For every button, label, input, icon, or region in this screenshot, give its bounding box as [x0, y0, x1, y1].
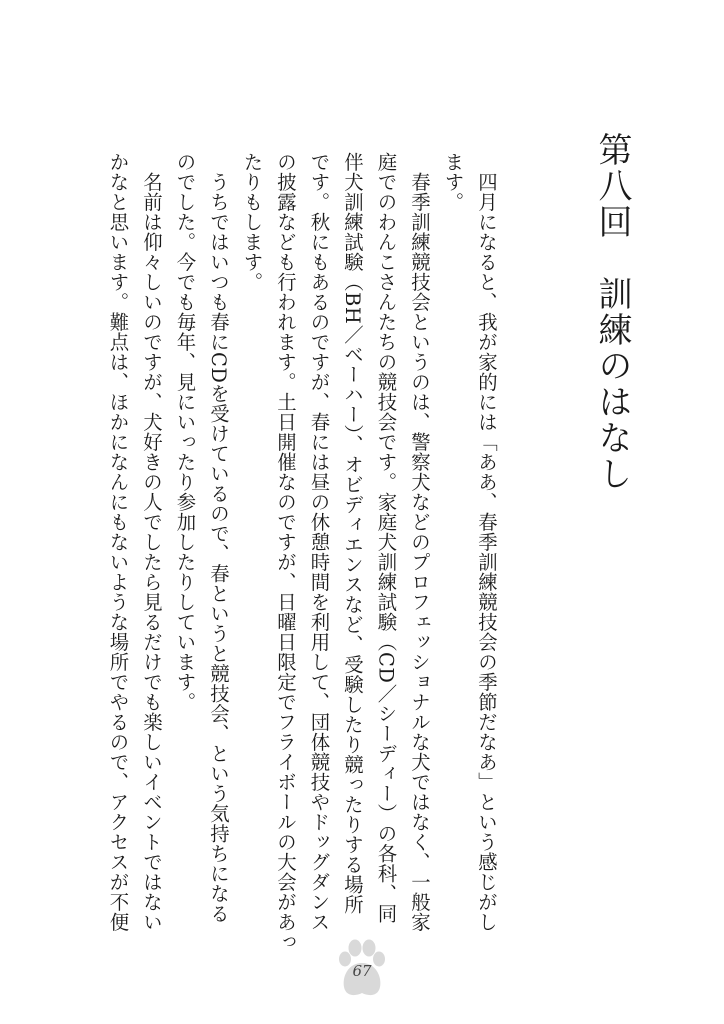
body-line: 春季訓練競技会というのは、警察犬などのプロフェッショナルな犬ではなく、一般家	[408, 152, 431, 932]
body-line: 名前は仰々しいのですが、犬好きの人でしたら見るだけでも楽しいイベントではない	[140, 152, 163, 932]
body-line: ます。	[441, 152, 465, 212]
body-line: 四月になると、我が家的には「ああ、春季訓練競技会の季節だなあ」という感じがし	[475, 152, 498, 932]
body-line: です。秋にもあるのですが、春には昼の休憩時間を利用して、団体競技やドッグダンス	[307, 152, 331, 932]
page-number: 67	[352, 962, 372, 980]
body-line: のでした。今でも毎年、見にいったり参加したりしています。	[173, 152, 197, 712]
body-line: うちではいつも春にCDを受けているので、春というと競技会、という気持ちになる	[207, 152, 230, 924]
body-line: かなと思います。難点は、ほかになんにもないような場所でやるので、アクセスが不便	[106, 152, 130, 932]
body-line: 庭でのわんこさんたちの競技会です。家庭犬訓練試験（CD／シーディー）の各科、同	[374, 152, 398, 924]
body-line: の披露なども行われます。土日開催なのですが、日曜日限定でフライボールの大会があっ	[274, 152, 297, 952]
body-text	[101, 152, 503, 952]
body-line: たりもします。	[240, 152, 264, 292]
chapter-title: 第八回 訓練のはなし	[592, 132, 632, 492]
body-line: 伴犬訓練試験（BH／ベーハー）、オビディエンスなど、受験したり競ったりする場所	[341, 152, 364, 915]
